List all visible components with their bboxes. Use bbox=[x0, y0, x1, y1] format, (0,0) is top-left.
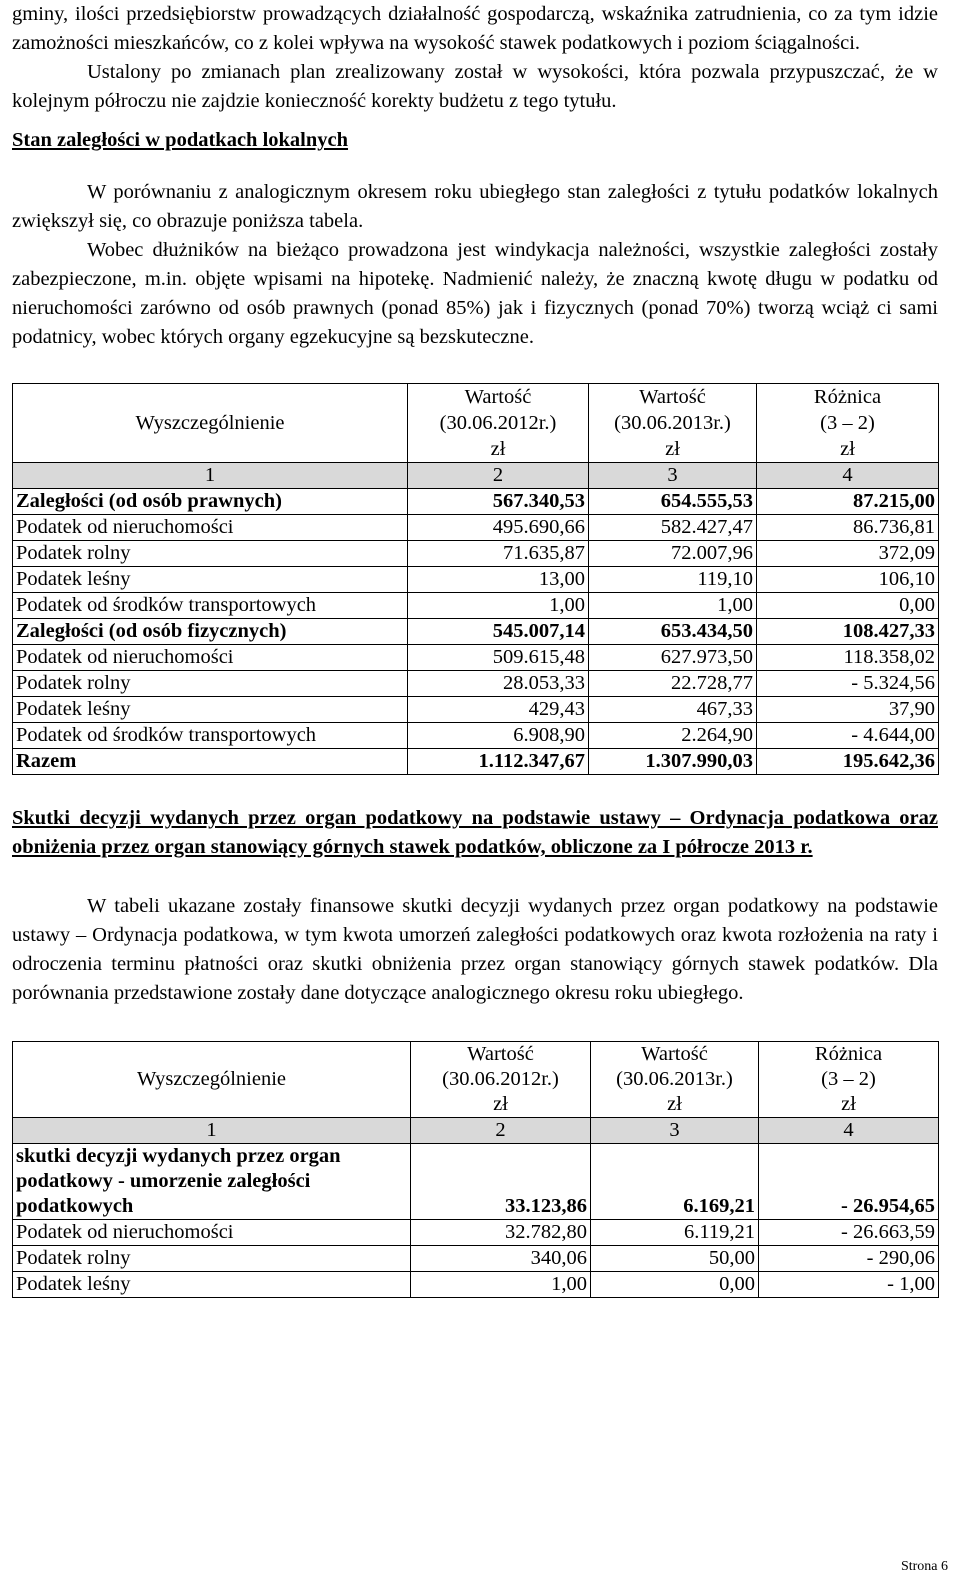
header-value-2013: Wartość (30.06.2013r.) zł bbox=[589, 384, 757, 463]
row-value: 582.427,47 bbox=[589, 515, 757, 541]
row-label: Podatek rolny bbox=[13, 671, 408, 697]
row-value: 86.736,81 bbox=[757, 515, 939, 541]
table-header-row bbox=[13, 384, 939, 463]
table-row bbox=[13, 1272, 939, 1298]
row-value: - 26.663,59 bbox=[759, 1220, 939, 1246]
row-value: 1,00 bbox=[589, 593, 757, 619]
row-label: Podatek od środków transportowych bbox=[13, 723, 408, 749]
row-value: 495.690,66 bbox=[408, 515, 589, 541]
table-row bbox=[13, 1144, 939, 1220]
header-difference: Różnica (3 – 2) zł bbox=[759, 1042, 939, 1118]
row-value: - 5.324,56 bbox=[757, 671, 939, 697]
section-heading-decisions: Skutki decyzji wydanych przez organ podatkowy na podstawie ustawy – Ordynacja podatkowa oraz obniżenia przez organ stanowiący górnych stawek podatków, obliczone za I półrocze 2013 r. bbox=[12, 807, 938, 858]
row-value: 1.112.347,67 bbox=[408, 749, 589, 775]
row-value: 509.615,48 bbox=[408, 645, 589, 671]
row-label: Podatek leśny bbox=[13, 567, 408, 593]
row-label: Razem bbox=[13, 749, 408, 775]
row-value: 118.358,02 bbox=[757, 645, 939, 671]
row-value: 467,33 bbox=[589, 697, 757, 723]
row-label: Podatek od nieruchomości bbox=[13, 515, 408, 541]
arrears-paragraph-1: W porównaniu z analogicznym okresem roku ubiegłego stan zaległości z tytułu podatków lokalnych zwiększył się, co obrazuje poniższa tabela. bbox=[12, 181, 938, 232]
header-value-2012: Wartość (30.06.2012r.) zł bbox=[411, 1042, 591, 1118]
row-value: 567.340,53 bbox=[408, 489, 589, 515]
table-row bbox=[13, 593, 939, 619]
row-value: 627.973,50 bbox=[589, 645, 757, 671]
row-value: 37,90 bbox=[757, 697, 939, 723]
row-value: 71.635,87 bbox=[408, 541, 589, 567]
table-row bbox=[13, 1246, 939, 1272]
row-value: 33.123,86 bbox=[411, 1144, 591, 1220]
row-value: 2.264,90 bbox=[589, 723, 757, 749]
row-label: Zaległości (od osób fizycznych) bbox=[13, 619, 408, 645]
table-row bbox=[13, 671, 939, 697]
decisions-table bbox=[12, 1041, 939, 1298]
row-value: 72.007,96 bbox=[589, 541, 757, 567]
row-label: Podatek rolny bbox=[13, 541, 408, 567]
row-value: - 4.644,00 bbox=[757, 723, 939, 749]
row-value: 13,00 bbox=[408, 567, 589, 593]
row-value: 429,43 bbox=[408, 697, 589, 723]
table-header-row bbox=[13, 1042, 939, 1118]
table-row bbox=[13, 697, 939, 723]
table-row bbox=[13, 645, 939, 671]
row-value: - 290,06 bbox=[759, 1246, 939, 1272]
row-value: 6.908,90 bbox=[408, 723, 589, 749]
page-number: Strona 6 bbox=[900, 1559, 948, 1574]
table-row bbox=[13, 619, 939, 645]
document-page bbox=[12, 0, 938, 1298]
header-value-2012: Wartość (30.06.2012r.) zł bbox=[408, 384, 589, 463]
row-value: 22.728,77 bbox=[589, 671, 757, 697]
intro-paragraph-2: Ustalony po zmianach plan zrealizowany został w wysokości, która pozwala przypuszczać, że w kolejnym półroczu nie zajdzie konieczność korekty budżetu z tego tytułu. bbox=[12, 61, 938, 112]
row-value: 108.427,33 bbox=[757, 619, 939, 645]
row-label: Podatek leśny bbox=[13, 697, 408, 723]
table-row bbox=[13, 567, 939, 593]
column-number-row: 1 2 3 4 bbox=[13, 463, 939, 489]
row-value: - 1,00 bbox=[759, 1272, 939, 1298]
row-value: 106,10 bbox=[757, 567, 939, 593]
header-value-2013: Wartość (30.06.2013r.) zł bbox=[591, 1042, 759, 1118]
row-value: 50,00 bbox=[591, 1246, 759, 1272]
row-value: 87.215,00 bbox=[757, 489, 939, 515]
column-number-row: 1 2 3 4 bbox=[13, 1118, 939, 1144]
row-label: Podatek od środków transportowych bbox=[13, 593, 408, 619]
table-row bbox=[13, 723, 939, 749]
row-label: Zaległości (od osób prawnych) bbox=[13, 489, 408, 515]
row-label: Podatek od nieruchomości bbox=[13, 1220, 411, 1246]
section-heading-arrears: Stan zaległości w podatkach lokalnych bbox=[12, 129, 349, 151]
table-row bbox=[13, 1220, 939, 1246]
row-label: Podatek leśny bbox=[13, 1272, 411, 1298]
table-row bbox=[13, 489, 939, 515]
row-value: 1,00 bbox=[408, 593, 589, 619]
header-description: Wyszczególnienie bbox=[13, 1042, 411, 1118]
row-value: 545.007,14 bbox=[408, 619, 589, 645]
row-value: 1.307.990,03 bbox=[589, 749, 757, 775]
row-value: 32.782,80 bbox=[411, 1220, 591, 1246]
arrears-paragraph-2: Wobec dłużników na bieżąco prowadzona jest windykacja należności, wszystkie zaległości zostały zabezpieczone, m.in. objęte wpisami na hipotekę. Nadmienić należy, że znaczną kwotę długu w podatku od nieruchomości zarówno od osób prawnych (ponad 85%) jak i fizycznych (ponad 70%) tworzą wciąż ci sami podatnicy, wobec których organy egzekucyjne są bezskuteczne. bbox=[12, 239, 938, 348]
row-value: 119,10 bbox=[589, 567, 757, 593]
row-value: 372,09 bbox=[757, 541, 939, 567]
row-value: 28.053,33 bbox=[408, 671, 589, 697]
row-value: 654.555,53 bbox=[589, 489, 757, 515]
table-row bbox=[13, 541, 939, 567]
row-value: 0,00 bbox=[757, 593, 939, 619]
row-value: 6.169,21 bbox=[591, 1144, 759, 1220]
intro-paragraph-1: gminy, ilości przedsiębiorstw prowadzących działalność gospodarczą, wskaźnika zatrudnienia, co za tym idzie zamożności mieszkańców, co z kolei wpływa na wysokość stawek podatkowych i poziom ściągalności. bbox=[12, 3, 938, 54]
row-value: 0,00 bbox=[591, 1272, 759, 1298]
arrears-table bbox=[12, 383, 939, 775]
row-value: 653.434,50 bbox=[589, 619, 757, 645]
header-description: Wyszczególnienie bbox=[13, 384, 408, 463]
row-value: - 26.954,65 bbox=[759, 1144, 939, 1220]
row-label: Podatek od nieruchomości bbox=[13, 645, 408, 671]
row-value: 195.642,36 bbox=[757, 749, 939, 775]
row-value: 6.119,21 bbox=[591, 1220, 759, 1246]
row-value: 1,00 bbox=[411, 1272, 591, 1298]
header-difference: Różnica (3 – 2) zł bbox=[757, 384, 939, 463]
row-label: skutki decyzji wydanych przez organ podatkowy - umorzenie zaległości podatkowych bbox=[13, 1144, 411, 1220]
decisions-paragraph-1: W tabeli ukazane zostały finansowe skutki decyzji wydanych przez organ podatkowy na podstawie ustawy – Ordynacja podatkowa, w tym kwota umorzeń zaległości podatkowych oraz kwota rozłożenia na raty i odroczenia terminu płatności oraz skutki obniżenia przez organ stanowiący górnych stawek podatków. Dla porównania przedstawione zostały dane dotyczące analogicznego okresu roku ubiegłego. bbox=[12, 895, 938, 1004]
row-label: Podatek rolny bbox=[13, 1246, 411, 1272]
table-row bbox=[13, 515, 939, 541]
row-value: 340,06 bbox=[411, 1246, 591, 1272]
table-row bbox=[13, 749, 939, 775]
